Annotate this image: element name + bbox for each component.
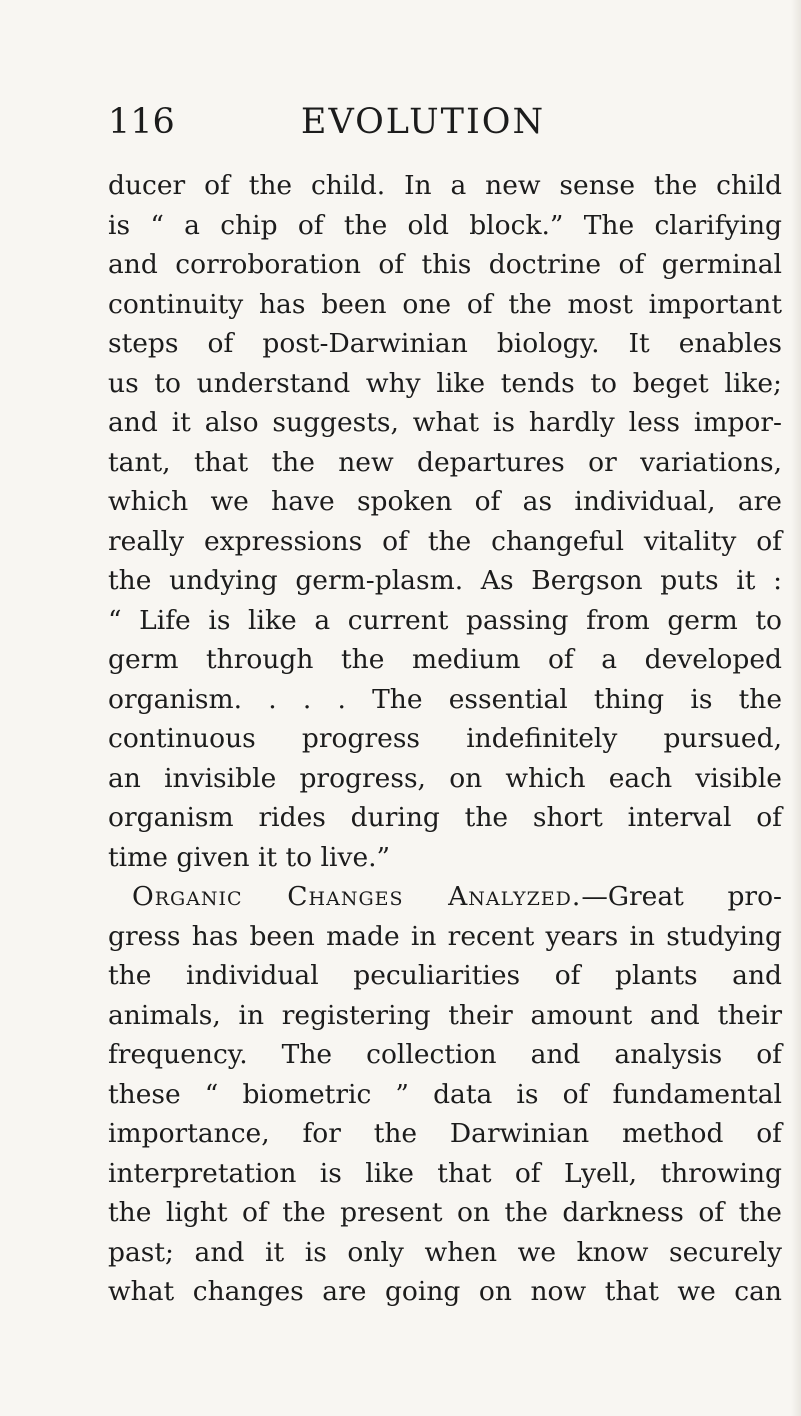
text-line: interpretation is like that of Lyell, throwing [108,1157,782,1189]
paragraph-2 [108,877,782,1312]
text-line: frequency. The collection and analysis of [108,1039,782,1070]
text-line: continuity has been one of the most important [108,288,782,320]
text-line: the undying germ-plasm. As Bergson puts it : [108,565,782,596]
text-line: importance, for the Darwinian method of [108,1118,782,1149]
text-line: which we have spoken of as individual, are [108,486,782,517]
text-line: us to understand why like tends to beget like; [108,367,782,399]
text-line: gress has been made in recent years in studying [108,920,782,952]
text-line: is “ a chip of the old block.” The clarifying [108,209,782,241]
running-head: EVOLUTION [300,102,546,142]
text-line: organism rides during the short interval of [108,802,782,833]
text-line: time given it to live.” [108,841,391,873]
paragraph-1 [108,166,782,877]
page-header [108,100,738,150]
text-line: “ Life is like a current passing from germ to [108,604,782,636]
text-line: the individual peculiarities of plants and [108,960,782,991]
heading-continuation: —Great pro- [581,881,782,912]
section-heading: Organic Changes Analyzed. [132,881,582,912]
text-line: and it also suggests, what is hardly less impor- [108,407,782,438]
text-line: continuous progress indefinitely pursued, [108,723,782,754]
text-line: the light of the present on the darkness of the [108,1197,782,1228]
text-line [108,877,782,917]
text-line: really expressions of the changeful vitality of [108,525,782,557]
text-line: steps of post-Darwinian biology. It enables [108,328,782,359]
text-line: these “ biometric ” data is of fundamental [108,1078,782,1110]
text-line: an invisible progress, on which each visible [108,762,782,794]
page-edge-shadow [791,0,801,1416]
text-line: what changes are going on now that we can [108,1276,782,1307]
body-text [108,166,782,1312]
text-line: germ through the medium of a developed [108,644,782,675]
text-line: animals, in registering their amount and their [108,999,782,1031]
text-line: tant, that the new departures or variations, [108,446,782,478]
text-line: ducer of the child. In a new sense the child [108,170,782,201]
text-line: past; and it is only when we know securely [108,1236,782,1268]
text-line: organism. . . . The essential thing is the [108,683,782,715]
page-number: 116 [108,102,175,142]
text-line: and corroboration of this doctrine of germinal [108,249,782,280]
